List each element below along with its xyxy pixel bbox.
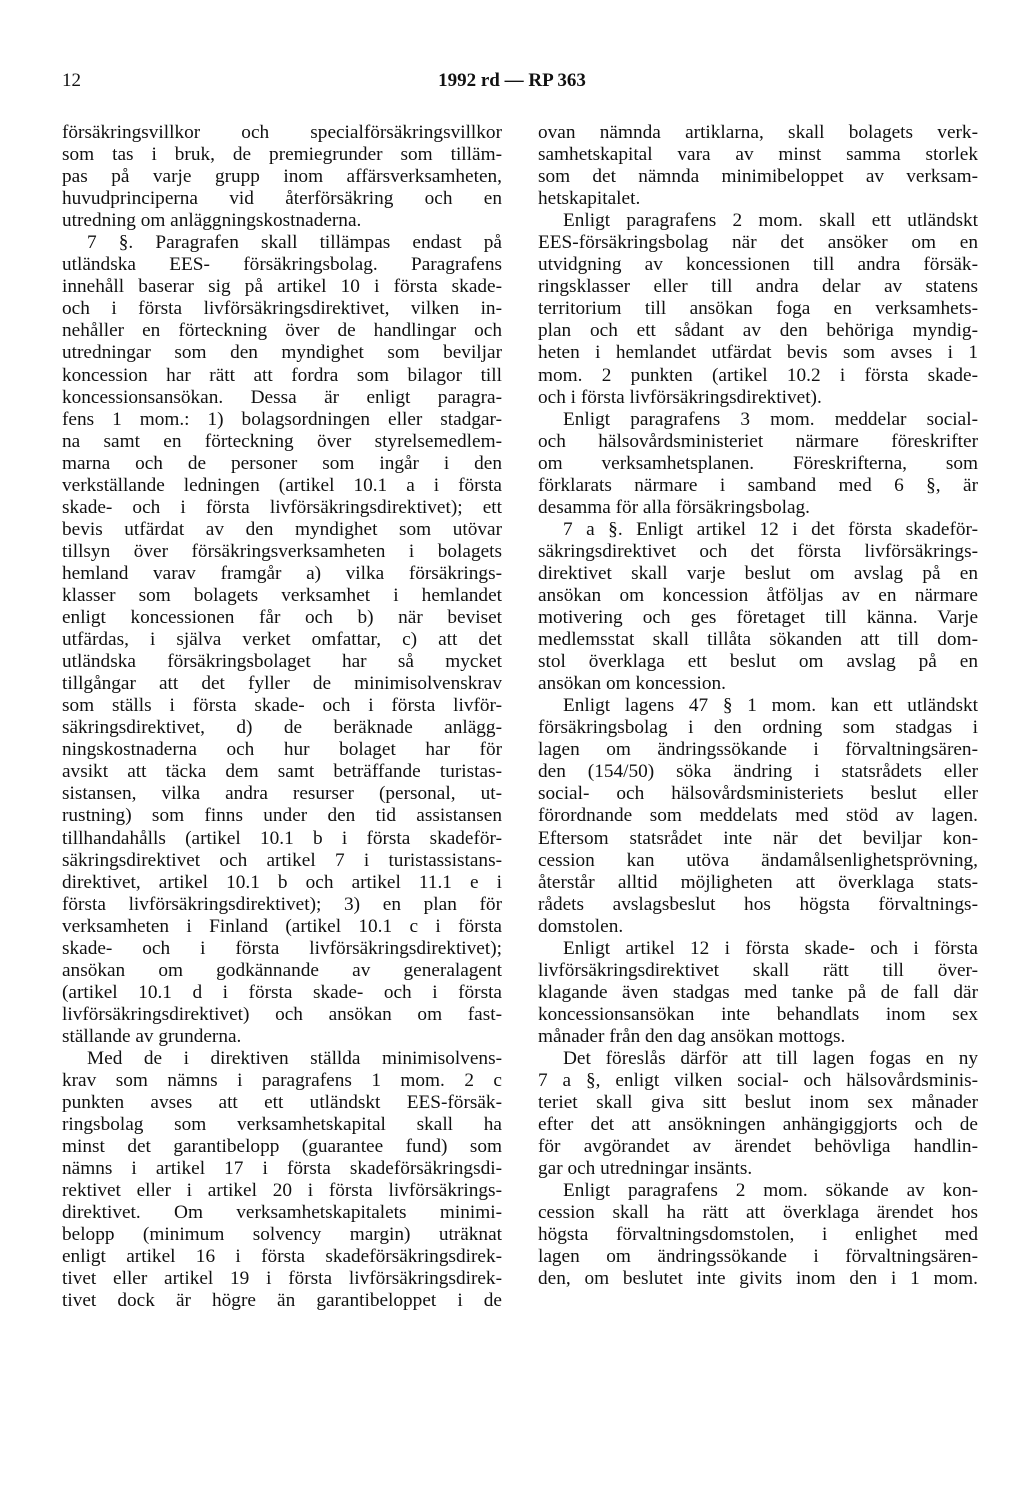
text-line: tivet dock är högre än garantibeloppet i de [62, 1290, 502, 1312]
text-line: rådets avslagsbeslut hos högsta förvaltnings- [538, 893, 978, 915]
text-line: na samt en förteckning över styrelsemedlem- [62, 430, 502, 452]
text-line: och hälsovårdsministeriet närmare föreskrifter [538, 430, 978, 452]
text-line: säkringsdirektivet och det första livförsäkrings- [538, 540, 978, 562]
text-line: säkringsdirektivet, d) de beräknade anlägg- [62, 717, 502, 739]
text-line: ansökan om koncession. [538, 673, 726, 695]
text-line: stol överklaga ett beslut om avslag på en [538, 651, 978, 673]
text-line: ansökan om godkännande av generalagent [62, 959, 502, 981]
text-line: tillgångar att det fyller de minimisolvenskrav [62, 673, 502, 695]
text-line: motivering och ges företaget till känna. Varje [538, 607, 978, 629]
text-line: månader från den dag ansökan mottogs. [538, 1025, 846, 1047]
text-line: Enligt paragrafens 2 mom. skall ett utländskt [563, 210, 978, 232]
text-line: EES-försäkringsbolag när det ansöker om en [538, 232, 978, 254]
text-line: domstolen. [538, 915, 624, 937]
text-line: desamma för alla försäkringsbolag. [538, 496, 810, 518]
text-line: verksamheten i Finland (artikel 10.1 c i första [62, 915, 502, 937]
text-line: verkställande ledningen (artikel 10.1 a i första [62, 474, 502, 496]
text-line: direktivet. Om verksamhetskapitalets minimi- [62, 1202, 502, 1224]
page-number: 12 [62, 70, 81, 91]
text-line: hemland varav framgår a) vilka försäkrings- [62, 562, 502, 584]
text-line: 7 a §. Enligt artikel 12 i det första skadeför- [563, 518, 978, 540]
text-line: Eftersom statsrådet inte när det beviljar kon- [538, 827, 978, 849]
text-line: teriet skall giva sitt beslut inom sex månader [538, 1092, 978, 1114]
text-line: högsta förvaltningsdomstolen, i enlighet med [538, 1224, 978, 1246]
text-line: krav som nämns i paragrafens 1 mom. 2 c [62, 1070, 502, 1092]
text-line: ansökan om koncession åtföljas av en närmare [538, 584, 978, 606]
text-line: nehåller en förteckning över de handlingar och [62, 320, 502, 342]
text-line: ställande av grunderna. [62, 1025, 242, 1047]
text-line: belopp (minimum solvency margin) uträknat [62, 1224, 502, 1246]
text-line: säkringsdirektivet och artikel 7 i turistassistans- [62, 849, 502, 871]
text-line: ovan nämnda artiklarna, skall bolagets verk- [538, 122, 978, 143]
text-line: cession skall ha rätt att överklaga ärendet hos [538, 1202, 978, 1224]
text-line: (artikel 10.1 d i första skade- och i första [62, 981, 502, 1003]
text-line: utredning om anläggningskostnaderna. [62, 210, 362, 232]
text-line: bevis utfärdat av den myndighet som utövar [62, 518, 502, 540]
text-line: sistansen, vilka andra resurser (personal, ut- [62, 783, 502, 805]
text-line: direktivet skall varje beslut om avslag på en [538, 562, 978, 584]
running-head: 1992 rd — RP 363 [438, 70, 586, 91]
text-line: direktivet, artikel 10.1 b och artikel 11.1 e i [62, 871, 502, 893]
text-line: återstår alltid möjligheten att överklaga stats- [538, 871, 978, 893]
text-line: Enligt paragrafens 3 mom. meddelar social- [563, 408, 978, 430]
text-line: som ställs i första skade- och i första livför- [62, 695, 502, 717]
text-line: social- och hälsovårdsministeriets beslut eller [538, 783, 978, 805]
text-line: utvidgning av koncessionen till andra försäk- [538, 254, 978, 276]
text-line: minst det garantibelopp (guarantee fund) som [62, 1136, 502, 1158]
text-line: utländska EES- försäkringsbolag. Paragrafens [62, 254, 502, 276]
text-line: innehåll baserar sig på artikel 10 i första skade- [62, 276, 502, 298]
text-line: lagen om ändringssökande i förvaltningsären- [538, 1246, 978, 1268]
text-line: ningskostnaderna och hur bolaget har för [62, 739, 502, 761]
text-line: som tas i bruk, de premiegrunder som tilläm- [62, 144, 502, 166]
text-line: första livförsäkringsdirektivet); 3) en plan för [62, 893, 502, 915]
text-line: koncession har rätt att fordra som bilagor till [62, 364, 502, 386]
text-line: heten i hemlandet utfärdat bevis som avses i 1 [538, 342, 978, 364]
text-line: om verksamhetsplanen. Föreskrifterna, som [538, 452, 978, 474]
text-line: rustning) som finns under den tid assistansen [62, 805, 502, 827]
text-line: den (154/50) söka ändring i statsrådets eller [538, 761, 978, 783]
text-line: territorium till ansökan foga en verksamhets- [538, 298, 978, 320]
text-line: huvudprinciperna vid återförsäkring och en [62, 188, 502, 210]
text-line: försäkringsvillkor och specialförsäkringsvillkor [62, 122, 502, 143]
text-line: koncessionsansökan. Dessa är enligt paragra- [62, 386, 502, 408]
text-line: tillhandahålls (artikel 10.1 b i första skadeför- [62, 827, 502, 849]
text-line: ringsklasser eller till andra delar av statens [538, 276, 978, 298]
text-line: Det föreslås därför att till lagen fogas en ny [563, 1047, 978, 1069]
text-line: 7 a §, enligt vilken social- och hälsovårdsminis- [538, 1070, 978, 1092]
text-line: Med de i direktiven ställda minimisolvens- [87, 1047, 502, 1069]
text-line: efter det att ansökningen anhängiggjorts och de [538, 1114, 978, 1136]
text-line: och i första livförsäkringsdirektivet, vilken in- [62, 298, 502, 320]
text-line: utredningar som den myndighet som beviljar [62, 342, 502, 364]
text-line: utländska försäkringsbolaget har så mycket [62, 651, 502, 673]
text-line: klagande även stadgas med tanke på de fall där [538, 981, 978, 1003]
text-line: Enligt lagens 47 § 1 mom. kan ett utländskt [563, 695, 978, 717]
text-line: fens 1 mom.: 1) bolagsordningen eller stadgar- [62, 408, 502, 430]
text-line: utfärdas, i själva verket omfattar, c) att det [62, 629, 502, 651]
right-column [538, 122, 978, 1290]
text-line: mom. 2 punkten (artikel 10.2 i första skade- [538, 364, 978, 386]
text-line: plan och ett sådant av den behöriga myndig- [538, 320, 978, 342]
text-line: medlemsstat skall tillåta sökanden att till dom- [538, 629, 978, 651]
text-line: den, om beslutet inte givits inom den i 1 mom. [538, 1268, 978, 1290]
text-line: för avgörandet av ärendet behövliga handlin- [538, 1136, 978, 1158]
text-line: Enligt paragrafens 2 mom. sökande av kon- [563, 1180, 978, 1202]
text-line: Enligt artikel 12 i första skade- och i första [563, 937, 978, 959]
text-line: lagen om ändringssökande i förvaltningsären- [538, 739, 978, 761]
text-line: enligt artikel 16 i första skadeförsäkringsdirek- [62, 1246, 502, 1268]
text-line: nämns i artikel 17 i första skadeförsäkringsdi- [62, 1158, 502, 1180]
text-line: livförsäkringsdirektivet skall rätt till över- [538, 959, 978, 981]
text-line: cession kan utöva ändamålsenlighetsprövning, [538, 849, 978, 871]
text-line: skade- och i första livförsäkringsdirektivet); [62, 937, 502, 959]
text-line: samhetskapital vara av minst samma storlek [538, 144, 978, 166]
text-line: som det nämnda minimibeloppet av verksam- [538, 166, 978, 188]
text-line: och i första livförsäkringsdirektivet). [538, 386, 822, 408]
text-line: koncessionsansökan inte behandlats inom sex [538, 1003, 978, 1025]
text-line: rektivet eller i artikel 20 i första livförsäkrings- [62, 1180, 502, 1202]
text-line: tivet eller artikel 19 i första livförsäkringsdirek- [62, 1268, 502, 1290]
text-line: livförsäkringsdirektivet) och ansökan om fast- [62, 1003, 502, 1025]
text-line: förklarats närmare i samband med 6 §, är [538, 474, 978, 496]
text-line: hetskapitalet. [538, 188, 641, 210]
text-line: avsikt att täcka dem samt beträffande turistas- [62, 761, 502, 783]
text-line: tillsyn över försäkringsverksamheten i bolagets [62, 540, 502, 562]
text-line: 7 §. Paragrafen skall tillämpas endast på [87, 232, 502, 254]
text-line: enligt koncessionen får och b) när beviset [62, 607, 502, 629]
text-line: förordnande som meddelats med stöd av lagen. [538, 805, 978, 827]
text-line: försäkringsbolag i den ordning som stadgas i [538, 717, 978, 739]
text-line: skade- och i första livförsäkringsdirektivet); ett [62, 496, 502, 518]
text-line: gar och utredningar insänts. [538, 1158, 753, 1180]
text-line: ringsbolag som verksamhetskapital skall ha [62, 1114, 502, 1136]
text-line: pas på varje grupp inom affärsverksamheten, [62, 166, 502, 188]
text-line: marna och de personer som ingår i den [62, 452, 502, 474]
left-column [62, 122, 502, 1313]
text-line: klasser som bolagets verksamhet i hemlandet [62, 584, 502, 606]
text-line: punkten avses att ett utländskt EES-försäk- [62, 1092, 502, 1114]
